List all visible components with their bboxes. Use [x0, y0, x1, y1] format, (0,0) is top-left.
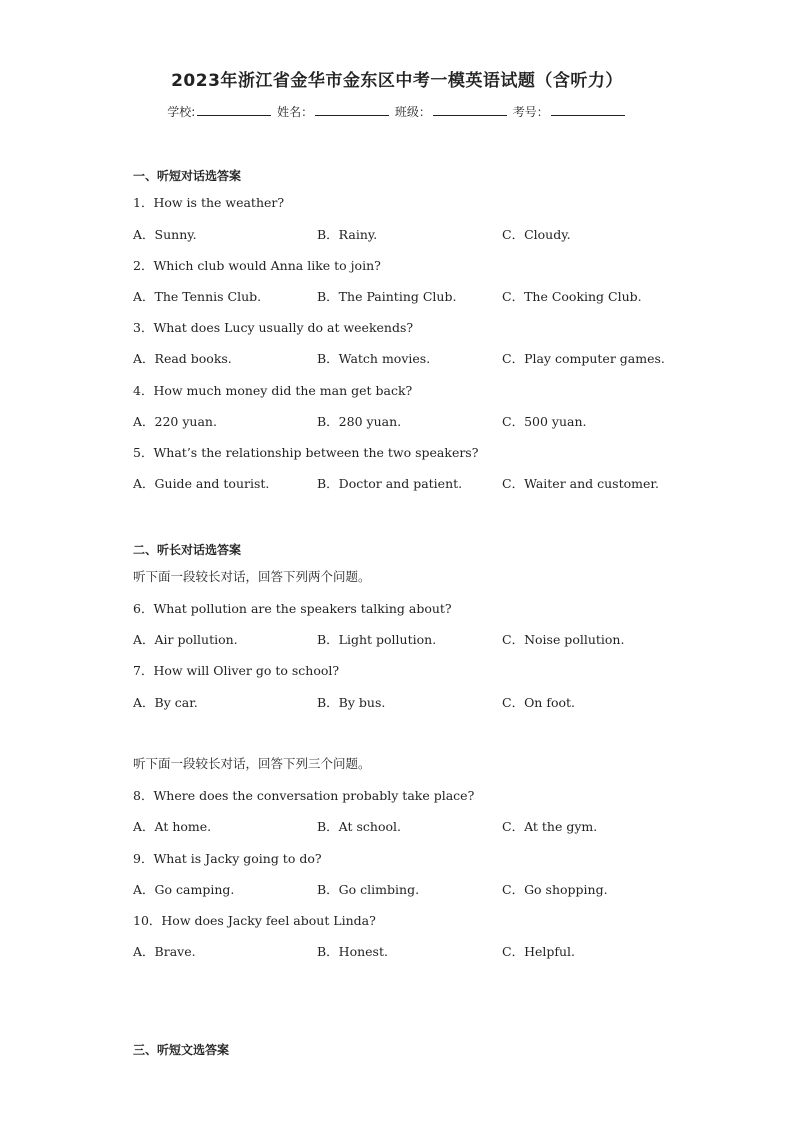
- question-9-option-a: A．Go camping.: [133, 882, 235, 897]
- question-4-option-a: A．220 yuan.: [133, 414, 217, 429]
- name-blank[interactable]: [315, 103, 389, 116]
- question-5-option-a: A．Guide and tourist.: [133, 476, 270, 491]
- student-info-line: [0, 103, 794, 120]
- question-3-option-a: A．Read books.: [133, 351, 232, 366]
- question-3-option-b: B．Watch movies.: [317, 351, 431, 366]
- question-8-option-c: C．At the gym.: [502, 819, 598, 834]
- question-6: 6．What pollution are the speakers talking about?: [133, 601, 452, 616]
- question-1-option-b: B．Rainy.: [317, 227, 378, 242]
- section-2-title: 二、听长对话选答案: [133, 543, 242, 557]
- section-2-intro-1: 听下面一段较长对话，回答下列两个问题。: [133, 569, 371, 584]
- question-9-option-b: B．Go climbing.: [317, 882, 420, 897]
- school-label: 学校:: [167, 105, 196, 119]
- question-2-option-b: B．The Painting Club.: [317, 289, 457, 304]
- question-2-option-a: A．The Tennis Club.: [133, 289, 262, 304]
- question-2-option-c: C．The Cooking Club.: [502, 289, 642, 304]
- question-4-option-c: C．500 yuan.: [502, 414, 587, 429]
- class-label: 班级：: [394, 105, 431, 119]
- school-blank[interactable]: [197, 103, 271, 116]
- question-7-option-a: A．By car.: [133, 695, 198, 710]
- question-5-option-b: B．Doctor and patient.: [317, 476, 463, 491]
- question-10-option-b: B．Honest.: [317, 944, 388, 959]
- section-1-title: 一、听短对话选答案: [133, 169, 242, 183]
- class-blank[interactable]: [433, 103, 507, 116]
- question-5-option-c: C．Waiter and customer.: [502, 476, 659, 491]
- question-8-option-b: B．At school.: [317, 819, 401, 834]
- question-6-option-b: B．Light pollution.: [317, 632, 437, 647]
- section-2-intro-2: 听下面一段较长对话，回答下列三个问题。: [133, 756, 371, 771]
- question-10: 10．How does Jacky feel about Linda?: [133, 913, 376, 928]
- question-8-option-a: A．At home.: [133, 819, 212, 834]
- number-blank[interactable]: [551, 103, 625, 116]
- question-6-option-a: A．Air pollution.: [133, 632, 238, 647]
- question-1-option-c: C．Cloudy.: [502, 227, 571, 242]
- section-3-title: 三、听短文选答案: [133, 1043, 230, 1057]
- question-8: 8．Where does the conversation probably take place?: [133, 788, 475, 803]
- question-9-option-c: C．Go shopping.: [502, 882, 608, 897]
- question-5: 5．What’s the relationship between the two speakers?: [133, 445, 479, 460]
- question-4: 4．How much money did the man get back?: [133, 383, 413, 398]
- question-10-option-a: A．Brave.: [133, 944, 196, 959]
- question-7: 7．How will Oliver go to school?: [133, 663, 340, 678]
- question-2: 2．Which club would Anna like to join?: [133, 258, 381, 273]
- number-label: 考号：: [512, 105, 549, 119]
- question-7-option-c: C．On foot.: [502, 695, 576, 710]
- question-6-option-c: C．Noise pollution.: [502, 632, 625, 647]
- question-3-option-c: C．Play computer games.: [502, 351, 665, 366]
- question-10-option-c: C．Helpful.: [502, 944, 576, 959]
- question-1: 1．How is the weather?: [133, 195, 285, 210]
- question-4-option-b: B．280 yuan.: [317, 414, 402, 429]
- name-label: 姓名：: [277, 105, 314, 119]
- page-title: 2023年浙江省金华市金东区中考一模英语试题（含听力）: [171, 71, 623, 91]
- question-3: 3．What does Lucy usually do at weekends?: [133, 320, 414, 335]
- question-7-option-b: B．By bus.: [317, 695, 386, 710]
- question-9: 9．What is Jacky going to do?: [133, 851, 322, 866]
- question-1-option-a: A．Sunny.: [133, 227, 197, 242]
